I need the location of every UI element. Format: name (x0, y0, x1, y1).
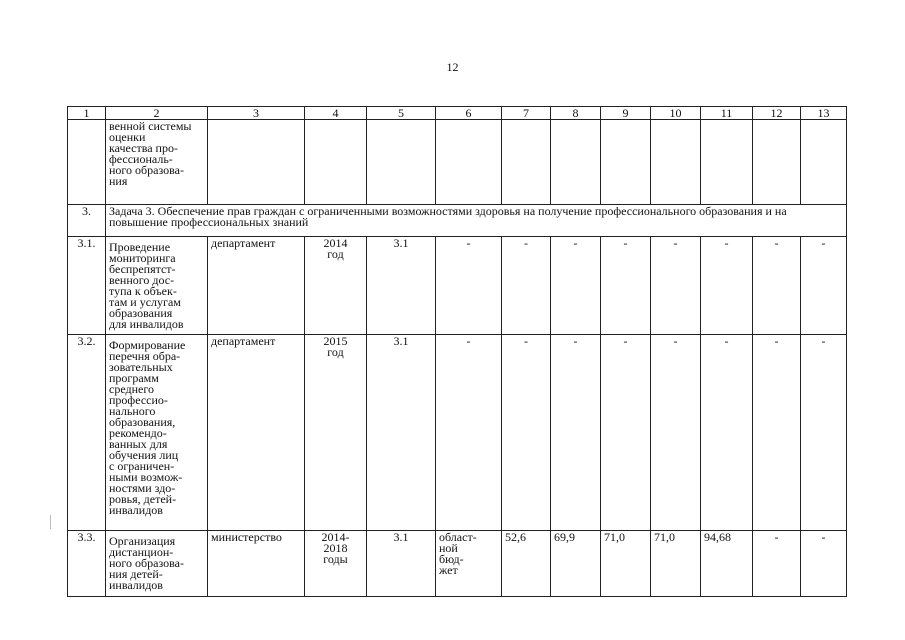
value-cell: - (701, 335, 753, 531)
indicator-cell: 3.1 (367, 531, 436, 597)
value-cell: - (551, 237, 601, 335)
value-cell: - (801, 237, 847, 335)
value-cell: 52,6 (502, 531, 551, 597)
row-number: 3.2. (68, 335, 106, 531)
measure-description: Проведение мониторинга беспрепятст- венного дос- тупа к объек- там и услугам образования для инвалидов (106, 237, 208, 335)
column-header-row (68, 107, 847, 120)
measure-description: Организация дистанцион- ного образова- ния детей- инвалидов (106, 531, 208, 597)
value-cell: - (551, 335, 601, 531)
task-title: Задача 3. Обеспечение прав граждан с ограниченными возможностями здоровья на получение профессионального образования и на повышение профессиональных знаний (106, 205, 847, 237)
value-cell: - (801, 531, 847, 597)
page-number: 12 (446, 60, 459, 74)
period-cell: 2015 год (305, 335, 367, 531)
value-cell: - (753, 531, 801, 597)
column-number: 10 (651, 107, 701, 120)
value-cell: - (753, 335, 801, 531)
value-cell: - (502, 237, 551, 335)
value-cell: 71,0 (601, 531, 651, 597)
value-cell: 69,9 (551, 531, 601, 597)
column-number: 9 (601, 107, 651, 120)
table-row (68, 531, 847, 597)
executor-cell: департамент (208, 335, 305, 531)
value-cell: 71,0 (651, 531, 701, 597)
column-number: 13 (801, 107, 847, 120)
column-number: 11 (701, 107, 753, 120)
column-number: 4 (305, 107, 367, 120)
value-cell: - (701, 237, 753, 335)
column-number: 5 (367, 107, 436, 120)
column-number: 8 (551, 107, 601, 120)
indicator-cell: 3.1 (367, 335, 436, 531)
column-number: 3 (208, 107, 305, 120)
column-number: 6 (436, 107, 502, 120)
source-cell: област- ной бюд- жет (436, 531, 502, 597)
executor-cell: департамент (208, 237, 305, 335)
period-cell: 2014 год (305, 237, 367, 335)
indicator-cell: 3.1 (367, 237, 436, 335)
margin-mark (50, 515, 51, 529)
task-row (68, 205, 847, 237)
value-cell: - (651, 335, 701, 531)
value-cell: - (601, 335, 651, 531)
continued-row (68, 120, 847, 205)
value-cell: 94,68 (701, 531, 753, 597)
value-cell: - (651, 237, 701, 335)
measure-description: венной системы оценки качества про- фессиональ- ного образова- ния (106, 120, 208, 205)
executor-cell: министерство (208, 531, 305, 597)
source-cell: - (436, 237, 502, 335)
column-number: 12 (753, 107, 801, 120)
column-number: 1 (68, 107, 106, 120)
value-cell: - (601, 237, 651, 335)
column-number: 2 (106, 107, 208, 120)
source-cell: - (436, 335, 502, 531)
column-number: 7 (502, 107, 551, 120)
row-number: 3.3. (68, 531, 106, 597)
table-row (68, 335, 847, 531)
period-cell: 2014- 2018 годы (305, 531, 367, 597)
measure-description: Формирование перечня обра- зовательных программ среднего профессио- нального образования, рекомендо- ванных для обучения лиц с ограничен- ными возмож- ностями здо- ровья, детей- инвалидов (106, 335, 208, 531)
value-cell: - (502, 335, 551, 531)
measures-table (67, 106, 847, 597)
row-number: 3.1. (68, 237, 106, 335)
value-cell: - (801, 335, 847, 531)
value-cell: - (753, 237, 801, 335)
table-row (68, 237, 847, 335)
row-number (68, 120, 106, 205)
task-number: 3. (68, 205, 106, 237)
